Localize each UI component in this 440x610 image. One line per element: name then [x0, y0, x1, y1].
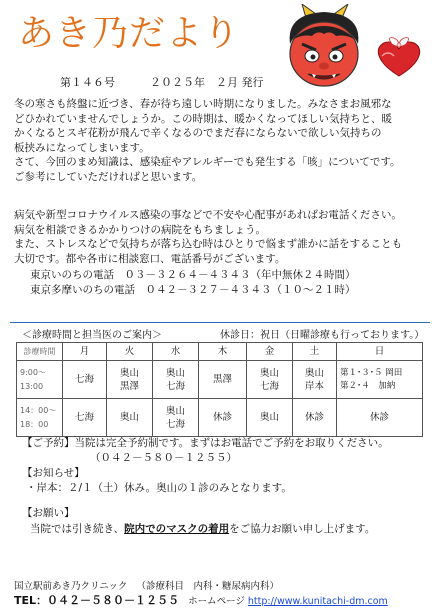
doctor-cell: 奥山 七海	[153, 361, 199, 399]
homepage-label: ホームページ	[188, 596, 245, 607]
consult-line: 病気や新型コロナウイルス感染の事などで不安や心配事があればお電話ください。	[14, 209, 402, 221]
table-row-afternoon	[17, 399, 423, 437]
doctor-cell: 七海	[63, 399, 107, 437]
doctor-cell: 休診	[293, 399, 337, 437]
notice-text: ・岸本：２/１（土）休み。奥山の１診のみとなります。	[26, 482, 292, 494]
clinic-tel: TEL：０４２－５８０－１２５５	[14, 594, 180, 607]
time-cell: 14：00～ 18：00	[17, 399, 63, 437]
doctor-cell: 奥山 岸本	[293, 361, 337, 399]
consult-paragraph	[14, 208, 430, 266]
header-cell: 水	[153, 343, 199, 361]
header-cell: 土	[293, 343, 337, 361]
issue-number: 第１４６号	[60, 76, 115, 89]
clinic-name: 国立駅前あき乃クリニック	[14, 581, 128, 592]
request-text: 当院では引き続き、院内でのマスクの着用をご協力お願い申し上げます。	[30, 523, 376, 535]
schedule-header-row	[17, 343, 423, 361]
doctor-cell: 奥山 七海	[247, 361, 293, 399]
intro-line: 冬の寒さも終盤に近づき、春が待ち遠しい時期になりました。みなさまお風邪な	[14, 98, 392, 110]
reservation-phone: （０４２－５８０－１２５５）	[90, 452, 237, 464]
clinic-departments: （診療科目 内科・糖尿病内科）	[136, 581, 279, 592]
phone-line-tama: 東京多摩いのちの電話 ０４２－３２７－４３４３（１０～２１時）	[30, 284, 356, 296]
section-divider	[10, 322, 430, 323]
intro-line: かくなるとスギ花粉が飛んで辛くなるのでまだ春にならないで欲しい気持ちの	[14, 127, 382, 140]
mask-emphasis: 院内でのマスクの着用	[124, 523, 230, 535]
intro-line: さて、今回のまめ知識は、感染症やアレルギーでも発生する「咳」についてです。	[14, 156, 401, 169]
issue-date: ２０２５年 ２月 発行	[150, 76, 264, 89]
newsletter-title: あき乃だより	[18, 13, 241, 54]
intro-line: どひかれていませんでしょうか。この時期は、暖かくなってほしい気持ちと、暖	[14, 112, 392, 125]
consult-line: 大切です。都や各市に相談窓口、電話番号がございます。	[14, 252, 286, 265]
doctor-cell: 休診	[199, 399, 247, 437]
consult-line: また、ストレスなどで気持ちが落ち込む時はひとりで悩まず誰かに話をすることも	[14, 238, 403, 251]
intro-line: 板挟みになってしまいます。	[14, 141, 150, 154]
time-cell: 9:00～ 13:00	[17, 361, 63, 399]
header-cell: 日	[337, 343, 423, 361]
doctor-cell-sunday: 休診	[337, 399, 423, 437]
heart-gift-box-icon	[372, 34, 426, 78]
reservation-heading: 【ご予約】	[22, 437, 75, 449]
red-oni-demon-icon	[276, 4, 372, 92]
phone-line-tokyo: 東京いのちの電話 ０３－３２６４－４３４３（年中無休２４時間）	[30, 269, 356, 281]
schedule-holiday-note: 休診日：祝日（日曜診療も行っております。）	[220, 330, 425, 341]
header-cell: 月	[63, 343, 107, 361]
reservation-text: 当院は完全予約制です。まずはお電話でご予約をお取りください。	[74, 437, 389, 449]
header-cell: 火	[107, 343, 153, 361]
schedule-title: ＜診療時間と担当医のご案内＞	[22, 330, 162, 341]
schedule-table	[16, 342, 423, 437]
homepage-link[interactable]: http://www.kunitachi-dm.com	[247, 596, 388, 607]
footer-contact-line	[14, 592, 388, 608]
doctor-cell: 奥山	[107, 399, 153, 437]
reservation-section	[22, 436, 389, 451]
header-cell: 金	[247, 343, 293, 361]
consult-line: 病気を相談できるかかりつけの病院をもちましょう。	[14, 223, 266, 236]
header-cell: 診療時間	[17, 343, 63, 361]
request-heading: 【お願い】	[22, 507, 75, 519]
doctor-cell: 奥山 黒澤	[107, 361, 153, 399]
doctor-cell: 七海	[63, 361, 107, 399]
footer-clinic-line	[14, 578, 279, 592]
doctor-cell: 黒澤	[199, 361, 247, 399]
notice-heading: 【お知らせ】	[22, 467, 85, 479]
intro-line: ご参考にしていただければと思います。	[14, 170, 203, 183]
doctor-cell-sunday: 第１･３･５ 岡田 第２･４ 加納	[337, 361, 423, 399]
intro-paragraph	[14, 97, 430, 185]
header-cell: 木	[199, 343, 247, 361]
doctor-cell: 奥山	[247, 399, 293, 437]
doctor-cell: 奥山 七海	[153, 399, 199, 437]
table-row-morning	[17, 361, 423, 399]
